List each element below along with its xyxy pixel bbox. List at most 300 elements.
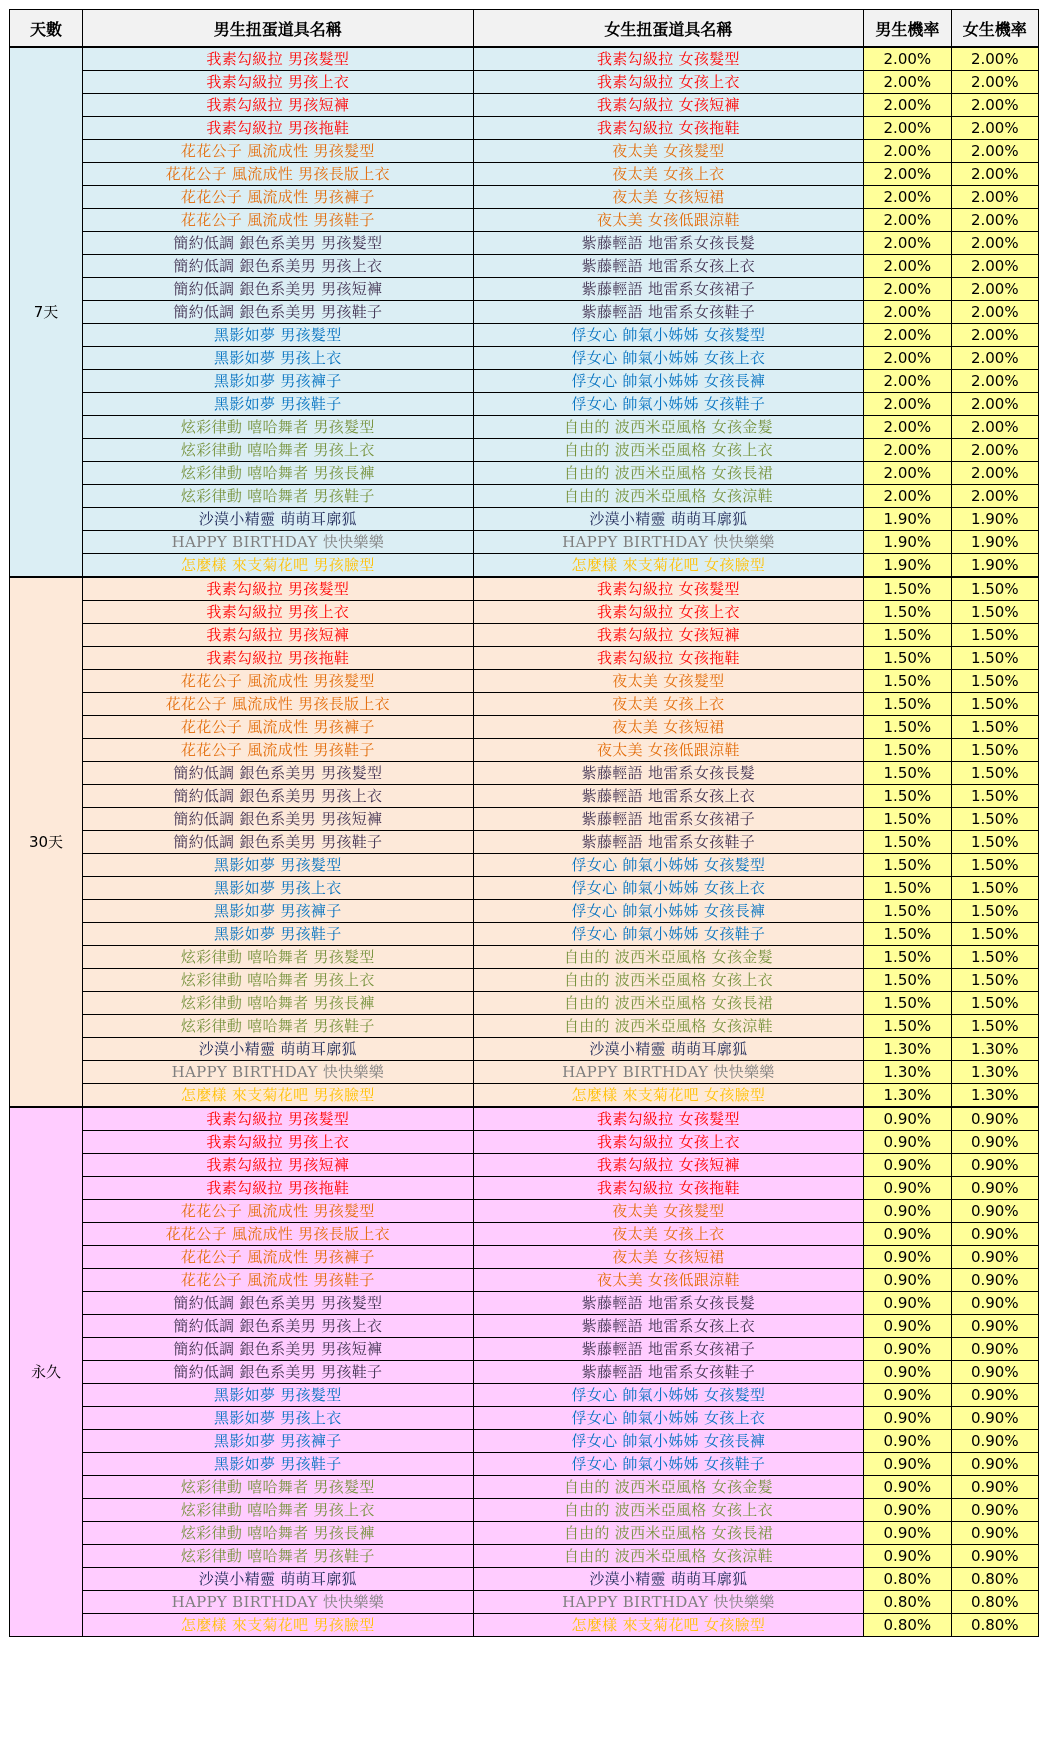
female-rate: 0.90%	[951, 1499, 1038, 1522]
female-rate: 1.50%	[951, 969, 1038, 992]
table-row	[10, 762, 1039, 785]
female-item-name: 自由的 波西米亞風格 女孩金髮	[473, 946, 864, 969]
female-item-name: 自由的 波西米亞風格 女孩上衣	[473, 439, 864, 462]
female-rate: 2.00%	[951, 140, 1038, 163]
male-rate: 1.50%	[864, 716, 951, 739]
male-item-name: 我素勾級拉 男孩髮型	[83, 577, 474, 601]
female-item-name: 俘女心 帥氣小姊姊 女孩上衣	[473, 877, 864, 900]
table-row	[10, 462, 1039, 485]
male-item-name: 黑影如夢 男孩褲子	[83, 900, 474, 923]
table-row	[10, 1084, 1039, 1108]
male-rate: 1.50%	[864, 946, 951, 969]
female-rate: 1.30%	[951, 1061, 1038, 1084]
table-row	[10, 71, 1039, 94]
table-row	[10, 1131, 1039, 1154]
table-row	[10, 1614, 1039, 1637]
table-row	[10, 1568, 1039, 1591]
male-item-name: 花花公子 風流成性 男孩長版上衣	[83, 693, 474, 716]
female-item-name: 怎麼樣 來支菊花吧 女孩臉型	[473, 1614, 864, 1637]
male-item-name: HAPPY BIRTHDAY 快快樂樂	[83, 1061, 474, 1084]
male-rate: 2.00%	[864, 393, 951, 416]
female-item-name: HAPPY BIRTHDAY 快快樂樂	[473, 1591, 864, 1614]
table-row	[10, 1591, 1039, 1614]
duration-label: 永久	[10, 1107, 83, 1637]
male-item-name: 黑影如夢 男孩髮型	[83, 854, 474, 877]
female-rate: 2.00%	[951, 347, 1038, 370]
male-item-name: 炫彩律動 嘻哈舞者 男孩鞋子	[83, 1015, 474, 1038]
female-item-name: 俘女心 帥氣小姊姊 女孩上衣	[473, 347, 864, 370]
female-rate: 1.50%	[951, 647, 1038, 670]
female-rate: 2.00%	[951, 462, 1038, 485]
male-rate: 1.50%	[864, 923, 951, 946]
table-row	[10, 693, 1039, 716]
female-rate: 1.90%	[951, 531, 1038, 554]
female-rate: 2.00%	[951, 255, 1038, 278]
male-item-name: 炫彩律動 嘻哈舞者 男孩長褲	[83, 462, 474, 485]
table-row	[10, 1453, 1039, 1476]
male-rate: 2.00%	[864, 439, 951, 462]
table-row	[10, 1545, 1039, 1568]
table-row	[10, 1200, 1039, 1223]
male-item-name: 黑影如夢 男孩鞋子	[83, 393, 474, 416]
male-rate: 2.00%	[864, 255, 951, 278]
female-rate: 0.90%	[951, 1453, 1038, 1476]
female-rate: 2.00%	[951, 232, 1038, 255]
male-item-name: 簡約低調 銀色系美男 男孩髮型	[83, 1292, 474, 1315]
male-rate: 0.90%	[864, 1430, 951, 1453]
male-item-name: 簡約低調 銀色系美男 男孩髮型	[83, 762, 474, 785]
table-row	[10, 1154, 1039, 1177]
table-row	[10, 969, 1039, 992]
male-rate: 1.30%	[864, 1061, 951, 1084]
female-rate: 0.90%	[951, 1384, 1038, 1407]
male-rate: 1.50%	[864, 647, 951, 670]
table-row	[10, 739, 1039, 762]
male-rate: 0.90%	[864, 1338, 951, 1361]
table-row	[10, 301, 1039, 324]
female-item-name: 紫藤輕語 地雷系女孩鞋子	[473, 301, 864, 324]
female-rate: 1.30%	[951, 1084, 1038, 1108]
female-item-name: 我素勾級拉 女孩上衣	[473, 71, 864, 94]
female-rate: 2.00%	[951, 47, 1038, 71]
female-rate: 2.00%	[951, 278, 1038, 301]
male-item-name: 炫彩律動 嘻哈舞者 男孩上衣	[83, 1499, 474, 1522]
female-item-name: 我素勾級拉 女孩髮型	[473, 577, 864, 601]
female-rate: 0.80%	[951, 1614, 1038, 1637]
male-item-name: 我素勾級拉 男孩拖鞋	[83, 1177, 474, 1200]
table-row	[10, 163, 1039, 186]
male-item-name: 簡約低調 銀色系美男 男孩鞋子	[83, 1361, 474, 1384]
female-rate: 2.00%	[951, 370, 1038, 393]
table-row	[10, 1499, 1039, 1522]
female-item-name: 紫藤輕語 地雷系女孩長髮	[473, 1292, 864, 1315]
group-permanent	[10, 1107, 1039, 1637]
male-rate: 1.50%	[864, 601, 951, 624]
male-rate: 2.00%	[864, 278, 951, 301]
male-rate: 0.90%	[864, 1476, 951, 1499]
female-item-name: 沙漠小精靈 萌萌耳廓狐	[473, 1038, 864, 1061]
male-item-name: 我素勾級拉 男孩髮型	[83, 47, 474, 71]
male-item-name: 花花公子 風流成性 男孩長版上衣	[83, 1223, 474, 1246]
female-item-name: 夜太美 女孩髮型	[473, 140, 864, 163]
female-rate: 2.00%	[951, 163, 1038, 186]
female-item-name: 我素勾級拉 女孩上衣	[473, 1131, 864, 1154]
female-rate: 0.90%	[951, 1315, 1038, 1338]
female-item-name: 紫藤輕語 地雷系女孩鞋子	[473, 831, 864, 854]
female-item-name: 怎麼樣 來支菊花吧 女孩臉型	[473, 554, 864, 578]
gacha-probability-table	[9, 9, 1039, 1637]
male-rate: 2.00%	[864, 94, 951, 117]
female-rate: 0.90%	[951, 1246, 1038, 1269]
female-item-name: 自由的 波西米亞風格 女孩上衣	[473, 969, 864, 992]
male-item-name: 我素勾級拉 男孩上衣	[83, 71, 474, 94]
male-rate: 2.00%	[864, 117, 951, 140]
female-rate: 1.50%	[951, 1015, 1038, 1038]
female-item-name: 我素勾級拉 女孩短褲	[473, 94, 864, 117]
table-row	[10, 854, 1039, 877]
male-rate: 1.50%	[864, 762, 951, 785]
female-item-name: 我素勾級拉 女孩短褲	[473, 1154, 864, 1177]
female-rate: 1.50%	[951, 877, 1038, 900]
header-male-rate: 男生機率	[864, 10, 951, 48]
female-rate: 1.50%	[951, 601, 1038, 624]
female-rate: 1.50%	[951, 923, 1038, 946]
table-row	[10, 439, 1039, 462]
female-item-name: 紫藤輕語 地雷系女孩上衣	[473, 255, 864, 278]
table-row	[10, 1338, 1039, 1361]
male-item-name: 花花公子 風流成性 男孩長版上衣	[83, 163, 474, 186]
female-item-name: 自由的 波西米亞風格 女孩金髮	[473, 416, 864, 439]
table-row	[10, 1430, 1039, 1453]
female-rate: 0.90%	[951, 1361, 1038, 1384]
table-row	[10, 232, 1039, 255]
male-rate: 2.00%	[864, 71, 951, 94]
female-rate: 0.90%	[951, 1131, 1038, 1154]
table-row	[10, 94, 1039, 117]
male-rate: 2.00%	[864, 47, 951, 71]
table-row	[10, 1061, 1039, 1084]
female-rate: 0.90%	[951, 1223, 1038, 1246]
male-item-name: 我素勾級拉 男孩拖鞋	[83, 117, 474, 140]
female-item-name: 俘女心 帥氣小姊姊 女孩長褲	[473, 1430, 864, 1453]
duration-label: 30天	[10, 577, 83, 1107]
female-rate: 1.50%	[951, 946, 1038, 969]
female-item-name: HAPPY BIRTHDAY 快快樂樂	[473, 531, 864, 554]
male-item-name: 簡約低調 銀色系美男 男孩上衣	[83, 785, 474, 808]
male-item-name: 花花公子 風流成性 男孩鞋子	[83, 1269, 474, 1292]
male-item-name: 黑影如夢 男孩髮型	[83, 1384, 474, 1407]
female-item-name: 我素勾級拉 女孩拖鞋	[473, 117, 864, 140]
male-rate: 0.90%	[864, 1200, 951, 1223]
female-item-name: 自由的 波西米亞風格 女孩金髮	[473, 1476, 864, 1499]
female-rate: 0.90%	[951, 1200, 1038, 1223]
female-rate: 0.90%	[951, 1545, 1038, 1568]
male-item-name: 黑影如夢 男孩鞋子	[83, 1453, 474, 1476]
table-row	[10, 946, 1039, 969]
male-rate: 1.50%	[864, 577, 951, 601]
female-rate: 1.50%	[951, 739, 1038, 762]
female-rate: 2.00%	[951, 186, 1038, 209]
table-row	[10, 785, 1039, 808]
table-row	[10, 1177, 1039, 1200]
female-item-name: 我素勾級拉 女孩髮型	[473, 1107, 864, 1131]
table-row	[10, 900, 1039, 923]
male-item-name: 炫彩律動 嘻哈舞者 男孩髮型	[83, 946, 474, 969]
female-rate: 0.90%	[951, 1292, 1038, 1315]
table-row	[10, 554, 1039, 578]
male-item-name: 黑影如夢 男孩上衣	[83, 347, 474, 370]
female-item-name: 自由的 波西米亞風格 女孩長裙	[473, 462, 864, 485]
female-rate: 1.50%	[951, 670, 1038, 693]
female-item-name: 紫藤輕語 地雷系女孩上衣	[473, 1315, 864, 1338]
female-rate: 1.30%	[951, 1038, 1038, 1061]
male-item-name: 花花公子 風流成性 男孩髮型	[83, 140, 474, 163]
male-item-name: 簡約低調 銀色系美男 男孩鞋子	[83, 301, 474, 324]
male-item-name: 黑影如夢 男孩上衣	[83, 1407, 474, 1430]
male-item-name: 黑影如夢 男孩鞋子	[83, 923, 474, 946]
table-row	[10, 140, 1039, 163]
female-item-name: 紫藤輕語 地雷系女孩上衣	[473, 785, 864, 808]
male-rate: 0.90%	[864, 1453, 951, 1476]
female-item-name: HAPPY BIRTHDAY 快快樂樂	[473, 1061, 864, 1084]
male-item-name: 黑影如夢 男孩褲子	[83, 370, 474, 393]
male-rate: 2.00%	[864, 140, 951, 163]
male-rate: 1.50%	[864, 992, 951, 1015]
male-item-name: HAPPY BIRTHDAY 快快樂樂	[83, 1591, 474, 1614]
table-row	[10, 577, 1039, 601]
table-row	[10, 186, 1039, 209]
female-item-name: 夜太美 女孩髮型	[473, 1200, 864, 1223]
female-item-name: 怎麼樣 來支菊花吧 女孩臉型	[473, 1084, 864, 1108]
female-item-name: 紫藤輕語 地雷系女孩長髮	[473, 232, 864, 255]
table-row	[10, 47, 1039, 71]
male-item-name: 沙漠小精靈 萌萌耳廓狐	[83, 1038, 474, 1061]
female-rate: 1.50%	[951, 854, 1038, 877]
male-rate: 1.50%	[864, 854, 951, 877]
male-item-name: 黑影如夢 男孩褲子	[83, 1430, 474, 1453]
female-rate: 1.50%	[951, 693, 1038, 716]
male-rate: 0.90%	[864, 1107, 951, 1131]
table-row	[10, 278, 1039, 301]
table-row	[10, 485, 1039, 508]
male-rate: 1.50%	[864, 900, 951, 923]
male-rate: 0.90%	[864, 1246, 951, 1269]
female-item-name: 俘女心 帥氣小姊姊 女孩上衣	[473, 1407, 864, 1430]
table-row	[10, 1384, 1039, 1407]
male-item-name: 我素勾級拉 男孩上衣	[83, 601, 474, 624]
male-rate: 0.90%	[864, 1154, 951, 1177]
male-rate: 0.90%	[864, 1269, 951, 1292]
female-item-name: 俘女心 帥氣小姊姊 女孩鞋子	[473, 393, 864, 416]
female-item-name: 我素勾級拉 女孩髮型	[473, 47, 864, 71]
female-item-name: 俘女心 帥氣小姊姊 女孩鞋子	[473, 923, 864, 946]
male-rate: 0.80%	[864, 1568, 951, 1591]
male-rate: 2.00%	[864, 209, 951, 232]
male-item-name: 黑影如夢 男孩髮型	[83, 324, 474, 347]
female-rate: 2.00%	[951, 485, 1038, 508]
female-item-name: 我素勾級拉 女孩短褲	[473, 624, 864, 647]
male-rate: 1.50%	[864, 1015, 951, 1038]
male-item-name: 炫彩律動 嘻哈舞者 男孩髮型	[83, 1476, 474, 1499]
male-item-name: 我素勾級拉 男孩短褲	[83, 1154, 474, 1177]
table-row	[10, 992, 1039, 1015]
male-rate: 1.90%	[864, 554, 951, 578]
male-item-name: 炫彩律動 嘻哈舞者 男孩鞋子	[83, 485, 474, 508]
female-rate: 0.80%	[951, 1591, 1038, 1614]
female-item-name: 夜太美 女孩短裙	[473, 1246, 864, 1269]
male-item-name: 我素勾級拉 男孩短褲	[83, 94, 474, 117]
female-item-name: 自由的 波西米亞風格 女孩上衣	[473, 1499, 864, 1522]
female-rate: 1.50%	[951, 785, 1038, 808]
female-item-name: 沙漠小精靈 萌萌耳廓狐	[473, 1568, 864, 1591]
table-row	[10, 324, 1039, 347]
male-rate: 2.00%	[864, 186, 951, 209]
header-days: 天數	[10, 10, 83, 48]
female-rate: 1.50%	[951, 577, 1038, 601]
male-rate: 1.50%	[864, 693, 951, 716]
male-rate: 2.00%	[864, 301, 951, 324]
table-row	[10, 393, 1039, 416]
male-rate: 0.90%	[864, 1361, 951, 1384]
male-item-name: 我素勾級拉 男孩拖鞋	[83, 647, 474, 670]
female-item-name: 夜太美 女孩上衣	[473, 163, 864, 186]
male-rate: 0.90%	[864, 1384, 951, 1407]
male-rate: 2.00%	[864, 324, 951, 347]
female-item-name: 紫藤輕語 地雷系女孩長髮	[473, 762, 864, 785]
female-rate: 1.50%	[951, 624, 1038, 647]
female-item-name: 紫藤輕語 地雷系女孩裙子	[473, 1338, 864, 1361]
female-rate: 0.90%	[951, 1430, 1038, 1453]
female-rate: 1.50%	[951, 716, 1038, 739]
male-item-name: 簡約低調 銀色系美男 男孩髮型	[83, 232, 474, 255]
header-row	[10, 10, 1039, 48]
male-item-name: 我素勾級拉 男孩短褲	[83, 624, 474, 647]
male-item-name: 炫彩律動 嘻哈舞者 男孩長褲	[83, 1522, 474, 1545]
female-item-name: 夜太美 女孩低跟涼鞋	[473, 209, 864, 232]
female-rate: 2.00%	[951, 117, 1038, 140]
male-item-name: 花花公子 風流成性 男孩鞋子	[83, 739, 474, 762]
male-item-name: 怎麼樣 來支菊花吧 男孩臉型	[83, 1614, 474, 1637]
table-row	[10, 370, 1039, 393]
male-rate: 0.90%	[864, 1522, 951, 1545]
male-item-name: 炫彩律動 嘻哈舞者 男孩上衣	[83, 439, 474, 462]
table-row	[10, 1407, 1039, 1430]
male-item-name: 花花公子 風流成性 男孩褲子	[83, 716, 474, 739]
male-item-name: 花花公子 風流成性 男孩髮型	[83, 1200, 474, 1223]
table-row	[10, 508, 1039, 531]
male-item-name: HAPPY BIRTHDAY 快快樂樂	[83, 531, 474, 554]
male-item-name: 花花公子 風流成性 男孩褲子	[83, 186, 474, 209]
table-row	[10, 808, 1039, 831]
male-item-name: 花花公子 風流成性 男孩髮型	[83, 670, 474, 693]
table-row	[10, 1223, 1039, 1246]
male-rate: 1.30%	[864, 1038, 951, 1061]
table-row	[10, 1015, 1039, 1038]
header-female-rate: 女生機率	[951, 10, 1038, 48]
male-item-name: 炫彩律動 嘻哈舞者 男孩上衣	[83, 969, 474, 992]
male-rate: 2.00%	[864, 485, 951, 508]
female-rate: 0.90%	[951, 1154, 1038, 1177]
female-rate: 1.90%	[951, 554, 1038, 578]
female-rate: 0.90%	[951, 1476, 1038, 1499]
female-item-name: 俘女心 帥氣小姊姊 女孩髮型	[473, 1384, 864, 1407]
male-rate: 0.90%	[864, 1131, 951, 1154]
female-item-name: 夜太美 女孩短裙	[473, 186, 864, 209]
female-item-name: 自由的 波西米亞風格 女孩長裙	[473, 1522, 864, 1545]
female-item-name: 夜太美 女孩低跟涼鞋	[473, 739, 864, 762]
male-item-name: 簡約低調 銀色系美男 男孩上衣	[83, 1315, 474, 1338]
male-rate: 0.90%	[864, 1292, 951, 1315]
male-rate: 0.80%	[864, 1614, 951, 1637]
table-row	[10, 117, 1039, 140]
table-row	[10, 923, 1039, 946]
female-rate: 2.00%	[951, 439, 1038, 462]
female-item-name: 自由的 波西米亞風格 女孩長裙	[473, 992, 864, 1015]
header-male-item: 男生扭蛋道具名稱	[83, 10, 474, 48]
male-rate: 0.90%	[864, 1407, 951, 1430]
male-item-name: 花花公子 風流成性 男孩鞋子	[83, 209, 474, 232]
female-item-name: 我素勾級拉 女孩拖鞋	[473, 647, 864, 670]
female-rate: 2.00%	[951, 71, 1038, 94]
female-rate: 0.80%	[951, 1568, 1038, 1591]
male-item-name: 黑影如夢 男孩上衣	[83, 877, 474, 900]
group-30-days	[10, 577, 1039, 1107]
female-rate: 0.90%	[951, 1269, 1038, 1292]
female-rate: 0.90%	[951, 1522, 1038, 1545]
male-item-name: 簡約低調 銀色系美男 男孩短褲	[83, 808, 474, 831]
female-item-name: 紫藤輕語 地雷系女孩裙子	[473, 808, 864, 831]
female-rate: 0.90%	[951, 1107, 1038, 1131]
male-rate: 1.50%	[864, 739, 951, 762]
female-rate: 1.50%	[951, 808, 1038, 831]
duration-label: 7天	[10, 47, 83, 577]
male-item-name: 沙漠小精靈 萌萌耳廓狐	[83, 508, 474, 531]
table-row	[10, 877, 1039, 900]
male-rate: 1.30%	[864, 1084, 951, 1108]
male-item-name: 怎麼樣 來支菊花吧 男孩臉型	[83, 1084, 474, 1108]
female-rate: 1.90%	[951, 508, 1038, 531]
male-rate: 1.50%	[864, 877, 951, 900]
male-item-name: 炫彩律動 嘻哈舞者 男孩鞋子	[83, 1545, 474, 1568]
female-item-name: 夜太美 女孩上衣	[473, 1223, 864, 1246]
group-7-days	[10, 47, 1039, 577]
female-item-name: 我素勾級拉 女孩拖鞋	[473, 1177, 864, 1200]
male-rate: 1.90%	[864, 531, 951, 554]
table-row	[10, 347, 1039, 370]
male-rate: 2.00%	[864, 347, 951, 370]
male-item-name: 炫彩律動 嘻哈舞者 男孩髮型	[83, 416, 474, 439]
female-item-name: 夜太美 女孩髮型	[473, 670, 864, 693]
female-item-name: 俘女心 帥氣小姊姊 女孩長褲	[473, 900, 864, 923]
female-rate: 2.00%	[951, 324, 1038, 347]
female-item-name: 自由的 波西米亞風格 女孩涼鞋	[473, 485, 864, 508]
female-rate: 2.00%	[951, 416, 1038, 439]
male-item-name: 我素勾級拉 男孩上衣	[83, 1131, 474, 1154]
female-rate: 0.90%	[951, 1177, 1038, 1200]
table-row	[10, 209, 1039, 232]
male-rate: 2.00%	[864, 462, 951, 485]
female-item-name: 紫藤輕語 地雷系女孩鞋子	[473, 1361, 864, 1384]
male-rate: 1.50%	[864, 785, 951, 808]
male-rate: 2.00%	[864, 163, 951, 186]
male-item-name: 簡約低調 銀色系美男 男孩鞋子	[83, 831, 474, 854]
male-item-name: 炫彩律動 嘻哈舞者 男孩長褲	[83, 992, 474, 1015]
table-row	[10, 1361, 1039, 1384]
table-row	[10, 670, 1039, 693]
male-item-name: 怎麼樣 來支菊花吧 男孩臉型	[83, 554, 474, 578]
female-rate: 2.00%	[951, 301, 1038, 324]
female-rate: 2.00%	[951, 209, 1038, 232]
